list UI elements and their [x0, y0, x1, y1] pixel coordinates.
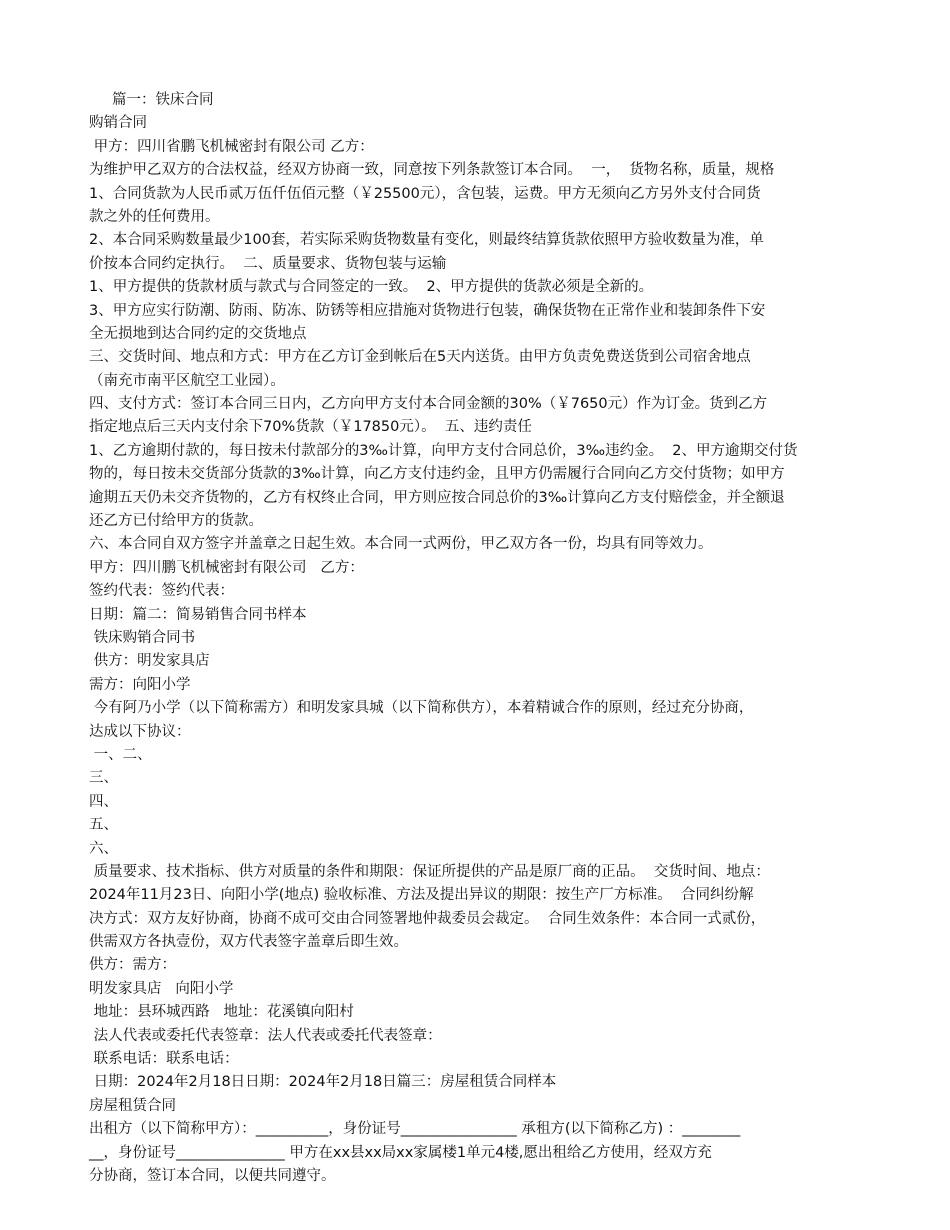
text-line: 一、二、 [89, 746, 152, 763]
text-line: 供方：明发家具店 [89, 653, 210, 670]
text-line: 篇一：铁床合同 [89, 92, 214, 108]
text-line: 1、乙方逾期付款的，每日按未付款部分的3‰计算，向甲方支付合同总价，3‰违约金。 2、甲方逾期交付货 [89, 442, 798, 459]
text-line: 六、本合同自双方签字并盖章之日起生效。本合同一式两份，甲乙双方各一份，均具有同等效力。 [89, 536, 713, 553]
text-line: 购销合同 [89, 115, 147, 132]
text-line: 地址：县环城西路 地址：花溪镇向阳村 [89, 1004, 354, 1021]
text-line: 五、 [89, 817, 118, 834]
text-line: 今有阿乃小学（以下简称需方）和明发家具城（以下简称供方），本着精诚合作的原则，经过充分协商， [89, 700, 754, 717]
text-line: 达成以下协议： [89, 723, 191, 740]
text-line: __，身份证号_______________ 甲方在xx县xx局xx家属楼1单元4楼,愿出租给乙方使用，经双方充 [89, 1144, 712, 1161]
text-line: 逾期五天仍未交齐货物的，乙方有权终止合同，甲方则应按合同总价的3‰计算向乙方支付赔偿金，并全额退 [89, 489, 785, 506]
text-line: 决方式：双方友好协商，协商不成可交由合同签署地仲裁委员会裁定。 合同生效条件：本合同一式贰份， [89, 910, 766, 927]
text-line: 明发家具店 向阳小学 [89, 980, 234, 997]
text-line: 三、交货时间、地点和方式：甲方在乙方订金到帐后在5天内送货。由甲方负责免费送货到公司宿舍地点 [89, 349, 751, 366]
text-line: 四、 [89, 793, 118, 810]
text-line: 质量要求、技术指标、供方对质量的条件和期限：保证所提供的产品是原厂商的正品。 交货时间、地点： [89, 863, 770, 880]
text-line: 法人代表或委托代表签章：法人代表或委托代表签章： [89, 1027, 442, 1044]
text-line: 还乙方已付给甲方的货款。 [89, 513, 263, 530]
text-line: 需方：向阳小学 [89, 676, 191, 693]
text-line: 日期：篇二：简易销售合同书样本 [89, 606, 307, 623]
text-line: 1、合同货款为人民币贰万伍仟伍佰元整（￥25500元），含包装，运费。甲方无须向乙方另外支付合同货 [89, 185, 761, 202]
text-line: 1、甲方提供的货款材质与款式与合同签定的一致。 2、甲方提供的货款必须是全新的。 [89, 279, 654, 296]
document-body [89, 89, 861, 1188]
text-line: 指定地点后三天内支付余下70%货款（￥17850元）。 五、违约责任 [89, 419, 532, 436]
text-line: 物的，每日按未交货部分货款的3‰计算，向乙方支付违约金，且甲方仍需履行合同向乙方交付货物；如甲方 [89, 466, 785, 483]
text-line: 甲方：四川省鹏飞机械密封有限公司 乙方： [89, 138, 374, 155]
text-line: 款之外的任何费用。 [89, 208, 220, 225]
text-line: 六、 [89, 840, 118, 857]
text-line: 签约代表：签约代表： [89, 583, 234, 600]
text-line: 房屋租赁合同 [89, 1097, 176, 1114]
text-line: 全无损地到达合同约定的交货地点 [89, 325, 307, 342]
text-line: 为维护甲乙双方的合法权益，经双方协商一致，同意按下列条款签订本合同。 一， 货物名称，质量，规格 [89, 162, 775, 179]
text-line: 出租方（以下简称甲方）：__________，身份证号________________ 承租方(以下简称乙方) ：________ [89, 1121, 741, 1138]
text-line: 日期：2024年2月18日日期：2024年2月18日篇三：房屋租赁合同样本 [89, 1074, 557, 1091]
text-line: 联系电话：联系电话： [89, 1051, 239, 1068]
text-line: 供需双方各执壹份，双方代表签字盖章后即生效。 [89, 934, 408, 951]
text-line: 2024年11月23日、向阳小学(地点) 验收标准、方法及提出异议的期限：按生产厂方标准。 合同纠纷解 [89, 887, 754, 904]
text-line: 四、支付方式：签订本合同三日内，乙方向甲方支付本合同金额的30%（￥7650元）作为订金。货到乙方 [89, 396, 768, 413]
text-line: （南充市南平区航空工业园）。 [89, 372, 285, 389]
text-line: 分协商，签订本合同，以便共同遵守。 [89, 1167, 336, 1184]
text-line: 3、甲方应实行防潮、防雨、防冻、防锈等相应措施对货物进行包装，确保货物在正常作业和装卸条件下安 [89, 302, 766, 319]
text-line: 2、本合同采购数量最少100套，若实际采购货物数量有变化，则最终结算货款依照甲方验收数量为准，单 [89, 232, 764, 249]
text-line: 铁床购销合同书 [89, 629, 196, 646]
text-line: 供方：需方： [89, 957, 176, 974]
text-line: 三、 [89, 770, 118, 787]
text-line: 价按本合同约定执行。 二、质量要求、货物包装与运输 [89, 255, 447, 272]
text-line: 甲方：四川鹏飞机械密封有限公司 乙方： [89, 559, 364, 576]
